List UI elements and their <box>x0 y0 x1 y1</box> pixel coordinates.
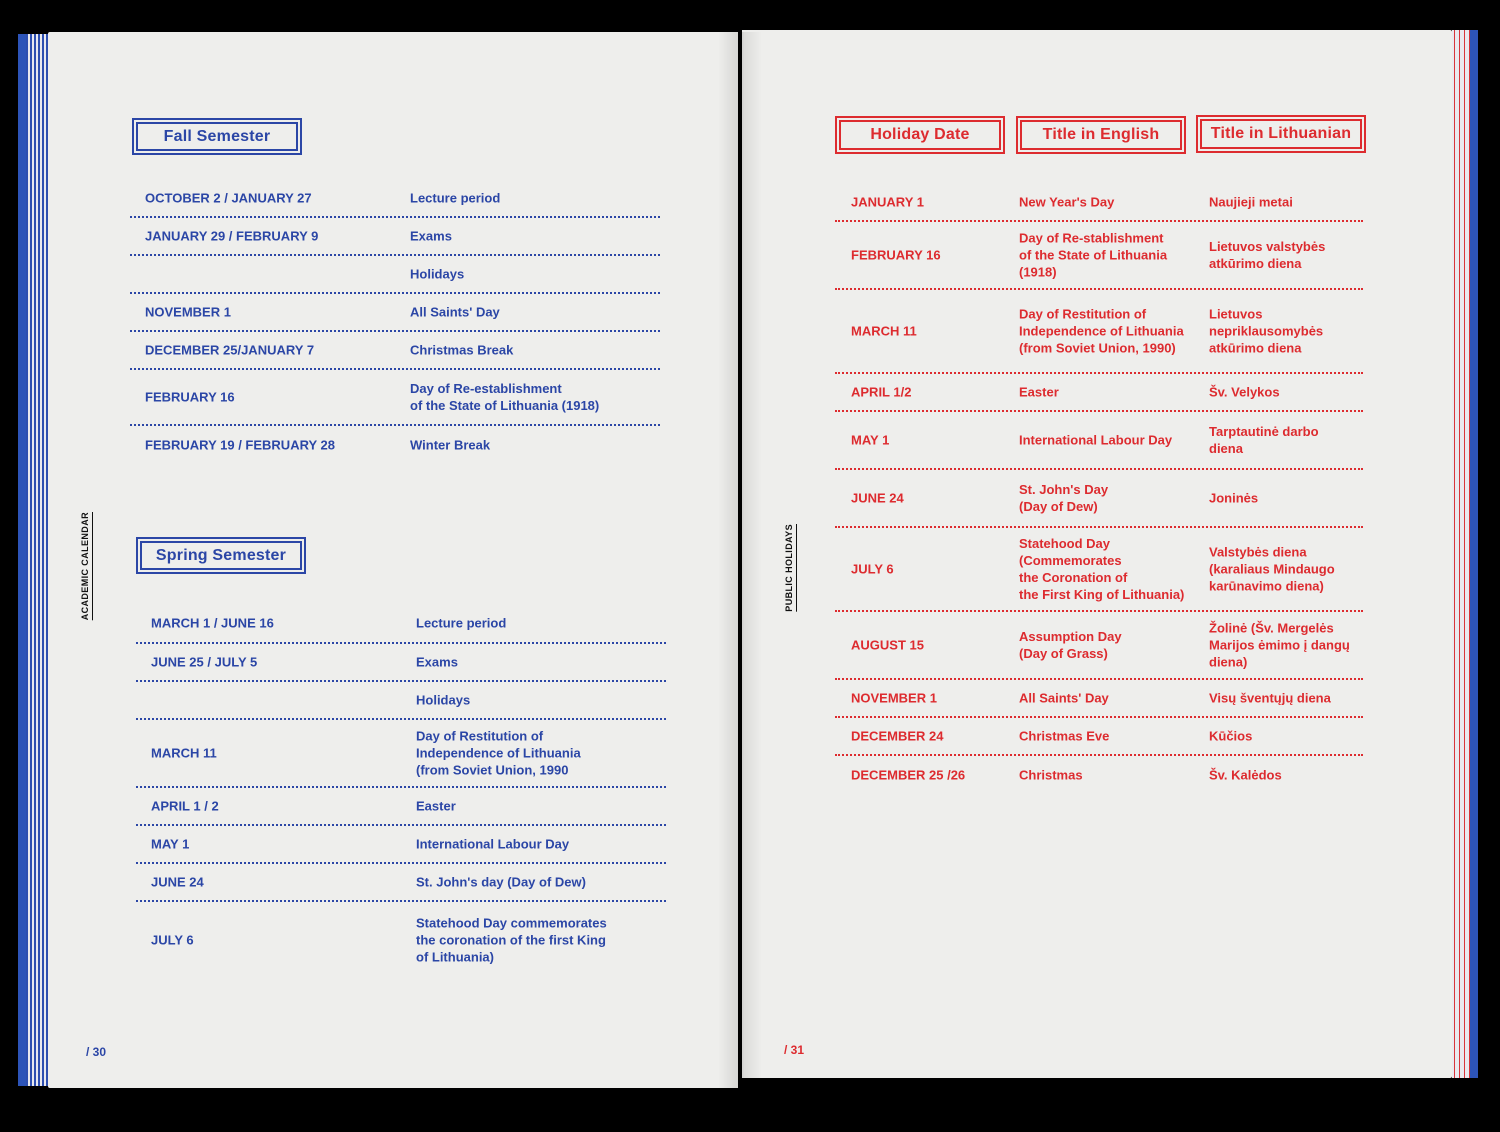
holiday-title-lithuanian: Lietuvos valstybės atkūrimo diena <box>1209 239 1326 271</box>
holiday-date: JANUARY 1 <box>851 194 924 210</box>
semester-event: Day of Restitution of Independence of Lithuania (from Soviet Union, 1990 <box>416 728 581 778</box>
semester-event: St. John's day (Day of Dew) <box>416 874 586 890</box>
holiday-title-lithuanian: Žolinė (Šv. Mergelės Marijos ėmimo į dangų diena) <box>1209 620 1350 670</box>
holiday-row <box>835 470 1363 528</box>
semester-date: DECEMBER 25/JANUARY 7 <box>145 342 315 358</box>
holiday-date: FEBRUARY 16 <box>851 247 941 263</box>
spring-semester-row <box>136 720 666 788</box>
running-head-public-holidays: PUBLIC HOLIDAYS <box>784 524 794 612</box>
holiday-title-english: Easter <box>1019 384 1059 400</box>
spine-shadow <box>718 32 762 1088</box>
holiday-title-lithuanian: Naujieji metai <box>1209 194 1293 210</box>
holiday-date: DECEMBER 25 /26 <box>851 767 966 783</box>
left-page <box>48 32 738 1088</box>
holiday-title-english: St. John's Day (Day of Dew) <box>1019 482 1109 514</box>
holiday-title-lithuanian: Kūčios <box>1209 728 1253 744</box>
spring-semester-row <box>136 902 666 978</box>
holiday-title-english: All Saints' Day <box>1019 690 1109 706</box>
holiday-date: MAY 1 <box>851 432 890 448</box>
spring-semester-row <box>136 644 666 682</box>
semester-date: NOVEMBER 1 <box>145 304 231 320</box>
fall-semester-row <box>130 332 660 370</box>
holiday-date: AUGUST 15 <box>851 637 924 653</box>
page-number-right: / 31 <box>784 1043 805 1057</box>
holiday-date: NOVEMBER 1 <box>851 690 937 706</box>
holiday-date: DECEMBER 24 <box>851 728 944 744</box>
semester-event: International Labour Day <box>416 836 570 852</box>
holiday-row <box>835 412 1363 470</box>
holiday-date: JUNE 24 <box>851 490 904 506</box>
holiday-title-english: International Labour Day <box>1019 432 1173 448</box>
spring-semester-row <box>136 682 666 720</box>
semester-date: JUNE 24 <box>151 874 204 890</box>
holiday-title-english: Statehood Day (Commemorates the Coronation of the First King of Lithuania) <box>1019 536 1185 602</box>
left-cover-edge <box>18 34 26 1086</box>
holiday-title-english: Day of Restitution of Independence of Lithuania (from Soviet Union, 1990) <box>1019 306 1184 356</box>
page-number-left: / 30 <box>86 1045 107 1059</box>
holiday-title-lithuanian: Tarptautinė darbo diena <box>1209 424 1319 456</box>
holiday-title-english: Christmas Eve <box>1019 728 1110 744</box>
holiday-title-english: New Year's Day <box>1019 194 1115 210</box>
spring-semester-row <box>136 788 666 826</box>
holiday-title-english: Christmas <box>1019 767 1083 783</box>
semester-event: Day of Re-establishment of the State of Lithuania (1918) <box>410 381 600 413</box>
holiday-title-lithuanian: Valstybės diena (karaliaus Mindaugo karūnavimo diena) <box>1209 544 1335 594</box>
semester-event: Lecture period <box>410 190 501 206</box>
right-cover-edge <box>1470 30 1478 1078</box>
semester-date: JULY 6 <box>151 932 194 948</box>
right-page <box>742 30 1452 1078</box>
holiday-date: JULY 6 <box>851 561 894 577</box>
holiday-title-lithuanian: Šv. Kalėdos <box>1209 767 1282 783</box>
semester-date: MAY 1 <box>151 836 190 852</box>
running-head-academic-calendar: ACADEMIC CALENDAR <box>80 512 90 621</box>
semester-event: Statehood Day commemorates the coronation of the first King of Lithuania) <box>416 915 607 965</box>
semester-event: Exams <box>410 228 452 244</box>
spring-semester-row <box>136 864 666 902</box>
semester-event: Christmas Break <box>410 342 514 358</box>
holiday-date: APRIL 1/2 <box>851 384 912 400</box>
fall-semester-row <box>130 370 660 426</box>
holiday-row <box>835 718 1363 756</box>
holiday-row <box>835 290 1363 374</box>
holiday-row <box>835 680 1363 718</box>
header-title-lithuanian: Title in Lithuanian <box>1196 115 1366 153</box>
header-title-english: Title in English <box>1016 116 1186 154</box>
semester-date: FEBRUARY 19 / FEBRUARY 28 <box>145 437 335 453</box>
holiday-title-lithuanian: Lietuvos nepriklausomybės atkūrimo diena <box>1209 306 1324 356</box>
holiday-title-lithuanian: Šv. Velykos <box>1209 384 1280 400</box>
holiday-row <box>835 756 1363 794</box>
semester-event: All Saints' Day <box>410 304 500 320</box>
semester-event: Holidays <box>410 266 465 282</box>
semester-date: APRIL 1 / 2 <box>151 798 219 814</box>
semester-date: JUNE 25 / JULY 5 <box>151 654 258 670</box>
spring-semester-row <box>136 604 666 644</box>
semester-date: FEBRUARY 16 <box>145 389 235 405</box>
fall-semester-row <box>130 180 660 218</box>
fall-semester-heading: Fall Semester <box>132 118 302 155</box>
fall-semester-row <box>130 294 660 332</box>
holiday-title-lithuanian: Visų šventųjų diena <box>1209 690 1331 706</box>
semester-date: MARCH 1 / JUNE 16 <box>151 615 274 631</box>
holiday-title-english: Day of Re-stablishment of the State of Lithuania (1918) <box>1019 230 1168 280</box>
holiday-row <box>835 612 1363 680</box>
spring-semester-heading: Spring Semester <box>136 537 306 574</box>
holiday-row <box>835 222 1363 290</box>
semester-event: Exams <box>416 654 458 670</box>
spring-semester-row <box>136 826 666 864</box>
holiday-title-english: Assumption Day (Day of Grass) <box>1019 629 1122 661</box>
semester-date: JANUARY 29 / FEBRUARY 9 <box>145 228 319 244</box>
holiday-row <box>835 184 1363 222</box>
semester-event: Lecture period <box>416 615 507 631</box>
semester-event: Easter <box>416 798 456 814</box>
holiday-row <box>835 374 1363 412</box>
semester-date: OCTOBER 2 / JANUARY 27 <box>145 190 312 206</box>
fall-semester-row <box>130 256 660 294</box>
fall-semester-row <box>130 218 660 256</box>
holiday-title-lithuanian: Joninės <box>1209 490 1259 506</box>
semester-event: Holidays <box>416 692 471 708</box>
holiday-row <box>835 528 1363 612</box>
semester-event: Winter Break <box>410 437 491 453</box>
semester-date: MARCH 11 <box>151 745 217 761</box>
header-holiday-date: Holiday Date <box>835 116 1005 154</box>
fall-semester-row <box>130 426 660 464</box>
holiday-date: MARCH 11 <box>851 323 917 339</box>
